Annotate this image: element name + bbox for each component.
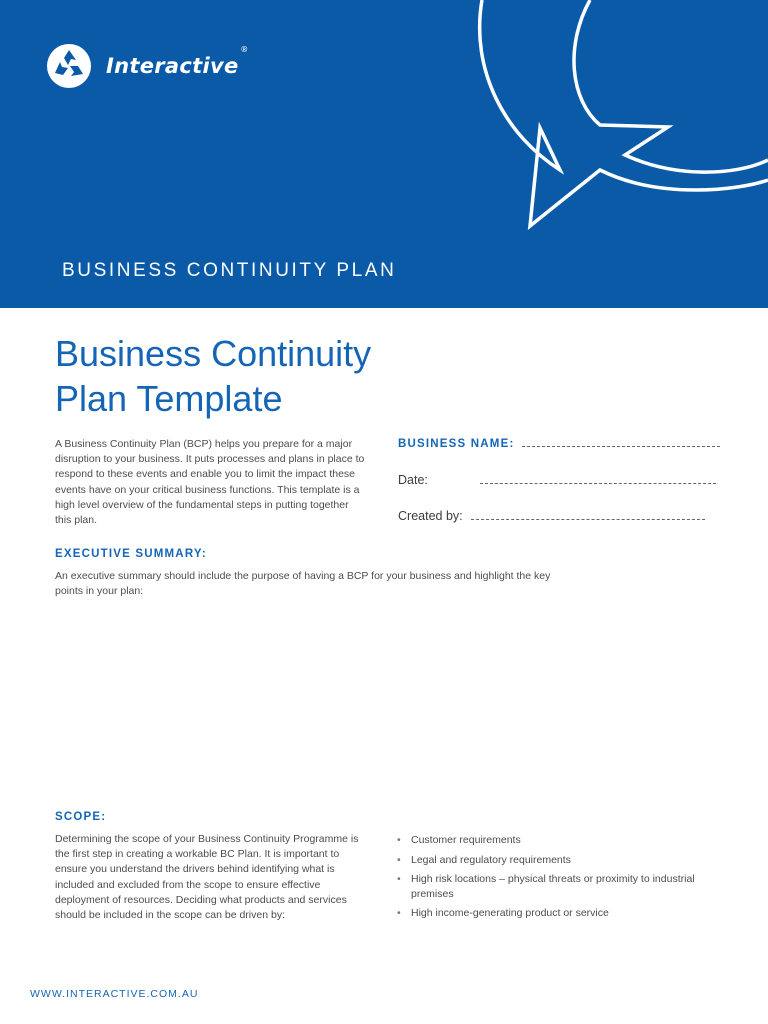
title-line-2: Plan Template	[55, 378, 283, 419]
bullet-icon: •	[397, 834, 401, 846]
title-line-1: Business Continuity	[55, 333, 372, 374]
business-name-field[interactable]	[398, 438, 720, 450]
logo-icon	[46, 43, 92, 89]
header-banner	[0, 0, 768, 308]
footer-website-link[interactable]: WWW.INTERACTIVE.COM.AU	[30, 988, 199, 1000]
bullet-icon: •	[397, 873, 401, 886]
date-line[interactable]	[480, 483, 716, 484]
list-item: • High risk locations – physical threats or proximity to industrial premises	[397, 873, 695, 900]
date-label: Date:	[398, 473, 428, 487]
executive-summary-text: An executive summary should include the purpose of having a BCP for your business and highlight the key points in your plan:	[55, 570, 551, 598]
created-by-label: Created by:	[398, 509, 463, 523]
intro-paragraph: A Business Continuity Plan (BCP) helps you prepare for a major disruption to your business. It puts processes and plans in place to respond to these events and enable you to limit the impact these events have on your critical business functions. This template is a high level overview of the fundamental steps in putting together this plan.	[55, 438, 365, 527]
logo-wordmark: Interactive ®	[106, 45, 249, 78]
banner-subtitle: BUSINESS CONTINUITY PLAN	[62, 260, 397, 281]
scope-heading: SCOPE:	[55, 811, 107, 823]
scope-text: Determining the scope of your Business Continuity Programme is the first step in creating a workable BC Plan. It is important to ensure you understand the drivers behind identifying what is included and excluded from the scope to ensure effective deployment of resources. Deciding what products and services should be included in the scope can be driven by:	[55, 833, 359, 922]
date-field[interactable]	[398, 473, 716, 487]
list-item: • Customer requirements	[397, 834, 521, 846]
created-by-field[interactable]	[398, 509, 705, 523]
created-by-line[interactable]	[471, 519, 705, 520]
brand-logo[interactable]	[46, 43, 249, 89]
executive-summary-heading: EXECUTIVE SUMMARY:	[55, 548, 207, 560]
list-item: • Legal and regulatory requirements	[397, 853, 571, 866]
document-title	[55, 331, 475, 421]
business-name-label: BUSINESS NAME:	[398, 438, 515, 450]
scope-bullet-list	[397, 833, 697, 926]
registered-mark: ®	[240, 45, 249, 54]
bullet-icon: •	[397, 853, 401, 866]
list-item: • High income-generating product or service	[397, 907, 609, 920]
business-name-line[interactable]	[522, 446, 720, 447]
bullet-icon: •	[397, 907, 401, 920]
